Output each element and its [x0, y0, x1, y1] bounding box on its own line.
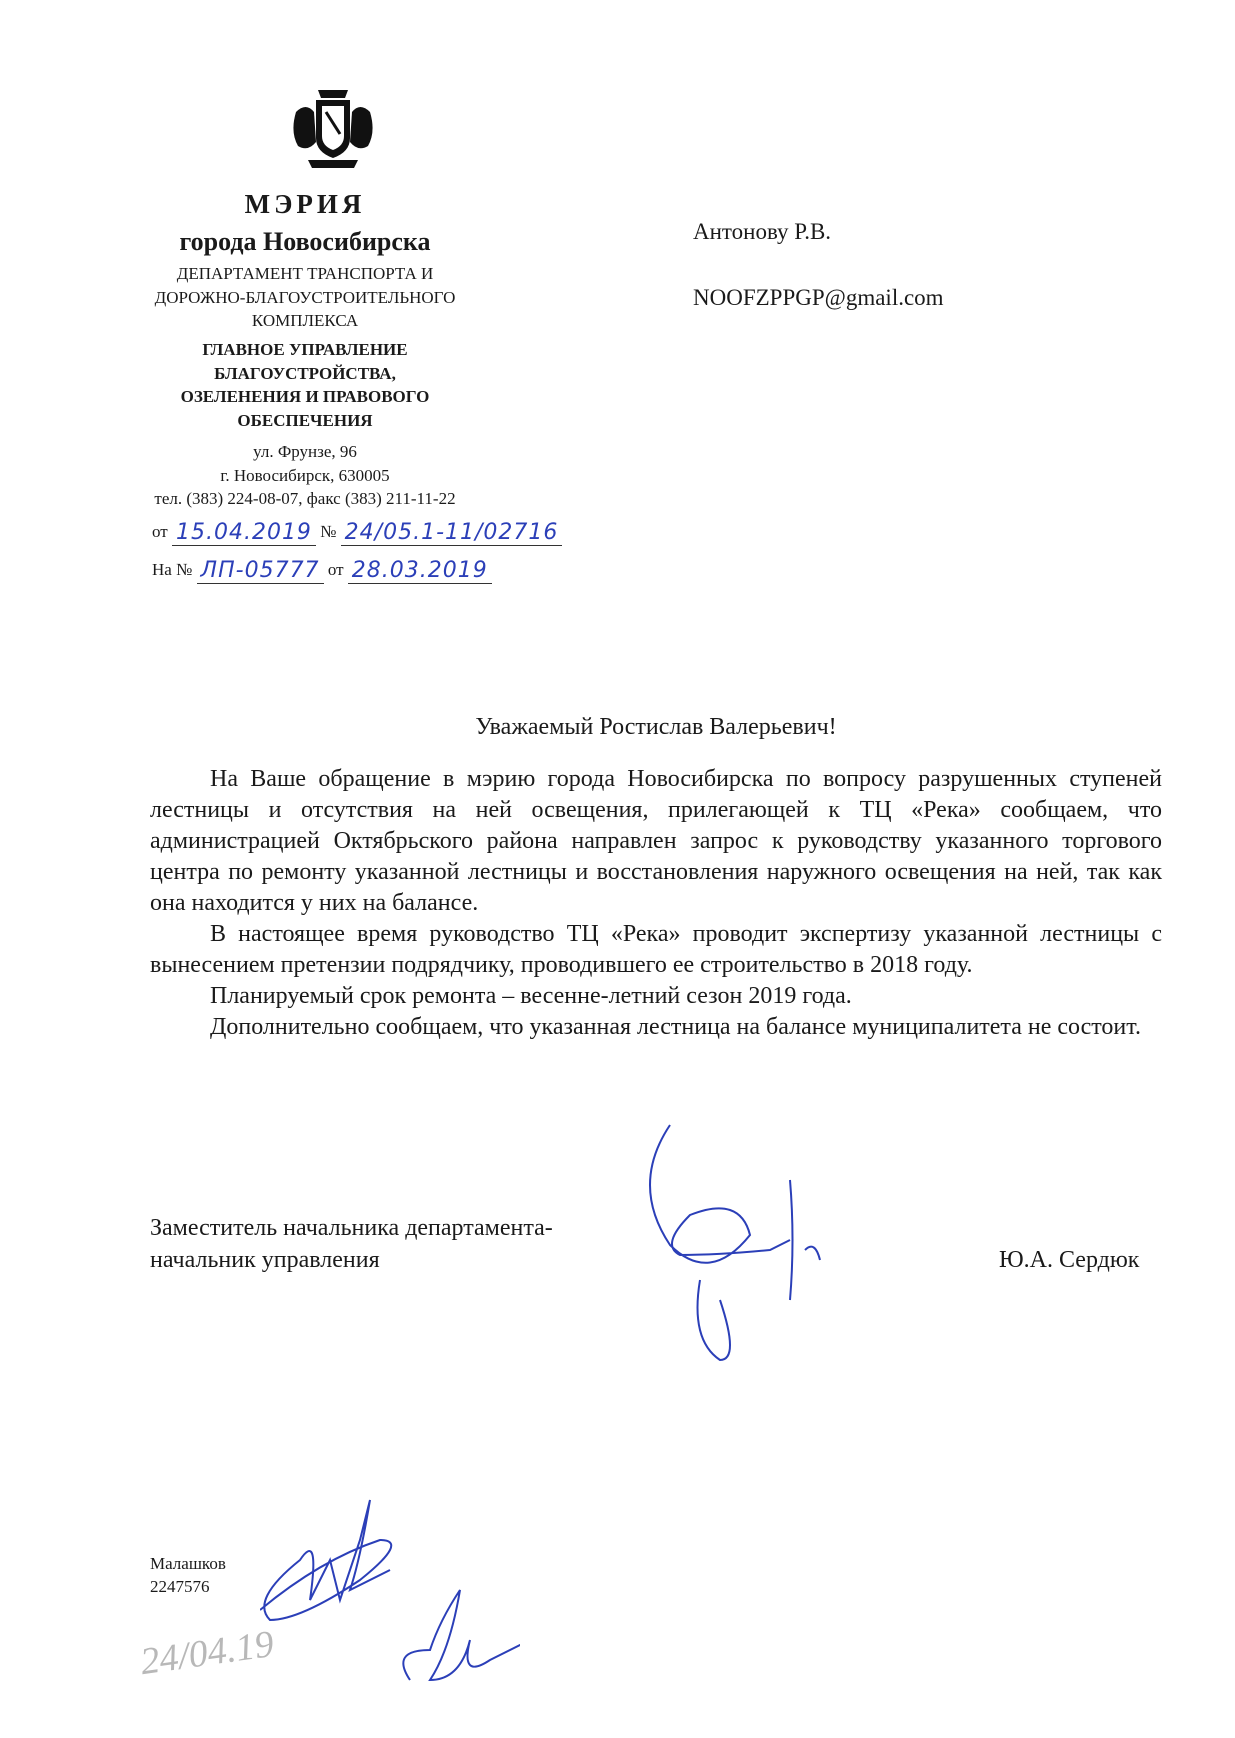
signatory-name: Ю.А. Сердюк: [999, 1247, 1140, 1273]
division-line: БЛАГОУСТРОЙСТВА,: [214, 363, 396, 383]
body-paragraph: Дополнительно сообщаем, что указанная лестница на балансе муниципалитета не состоит.: [210, 1014, 1141, 1040]
handwritten-date: 24/04.19: [137, 1622, 277, 1684]
address-phone: тел. (383) 224-08-07, факс (383) 211-11-22: [154, 489, 456, 508]
city-title: города Новосибирска: [179, 227, 431, 256]
salutation: Уважаемый Ростислав Валерьевич!: [475, 714, 837, 740]
department-line: ДОРОЖНО-БЛАГОУСТРОИТЕЛЬНОГО: [154, 287, 456, 307]
signature-main: [640, 1120, 880, 1370]
body-paragraph: На Ваше обращение в мэрию города Новосибирска по вопросу разрушенных ступеней лестницы и отсутствия на ней освещения, прилегающей к ТЦ «Река» сообщаем, что администрацией Октябрьского района направлен запрос к руководству указанного торгового центра по ремонту указанной лестницы и восстановления наружного освещения на ней, так как она находится у них на балансе.: [150, 766, 1162, 916]
approval-signatures: [260, 1480, 520, 1710]
letter-body: [150, 764, 1162, 1043]
reply-number-label: На №: [152, 560, 193, 579]
signatory-title: [150, 1212, 553, 1276]
body-paragraph: В настоящее время руководство ТЦ «Река» проводит экспертизу указанной лестницы с вынесением претензии подрядчику, проводившего ее строительство в 2018 году.: [150, 921, 1162, 978]
executor-phone: 2247576: [150, 1577, 210, 1596]
division-line: ОБЕСПЕЧЕНИЯ: [237, 410, 373, 430]
department-name: [140, 262, 470, 333]
recipient-email: NOOFZPPGP@gmail.com: [693, 285, 944, 310]
address-street: ул. Фрунзе, 96: [253, 442, 357, 461]
document-number: 24/05.1-11/02716: [341, 520, 563, 546]
division-name: [140, 338, 470, 432]
document-date: 15.04.2019: [172, 520, 316, 546]
department-line: ДЕПАРТАМЕНТ ТРАНСПОРТА И: [176, 264, 434, 283]
authority-title: МЭРИЯ: [244, 189, 366, 219]
document-date-number: [152, 518, 562, 546]
reply-number: ЛП-05777: [197, 558, 324, 584]
number-label: №: [320, 522, 337, 541]
signatory-title-line: Заместитель начальника департамента-: [150, 1215, 553, 1241]
signatory-title-line: начальник управления: [150, 1247, 380, 1273]
address-block: [140, 440, 470, 511]
executor-name: Малашков: [150, 1554, 226, 1573]
division-line: ОЗЕЛЕНЕНИЯ И ПРАВОВОГО: [180, 387, 430, 406]
recipient-name: Антонову Р.В.: [693, 219, 832, 244]
department-line: КОМПЛЕКСА: [251, 311, 359, 330]
division-line: ГЛАВНОЕ УПРАВЛЕНИЕ: [202, 340, 408, 359]
executor-info: [150, 1552, 226, 1598]
address-city: г. Новосибирск, 630005: [220, 465, 390, 485]
reply-reference: [152, 556, 492, 584]
reply-date: 28.03.2019: [348, 558, 492, 584]
coat-of-arms-emblem: [288, 82, 378, 174]
body-paragraph: Планируемый срок ремонта – весенне-летний сезон 2019 года.: [210, 983, 852, 1009]
from-label: от: [152, 522, 168, 541]
reply-from-label: от: [327, 560, 344, 579]
